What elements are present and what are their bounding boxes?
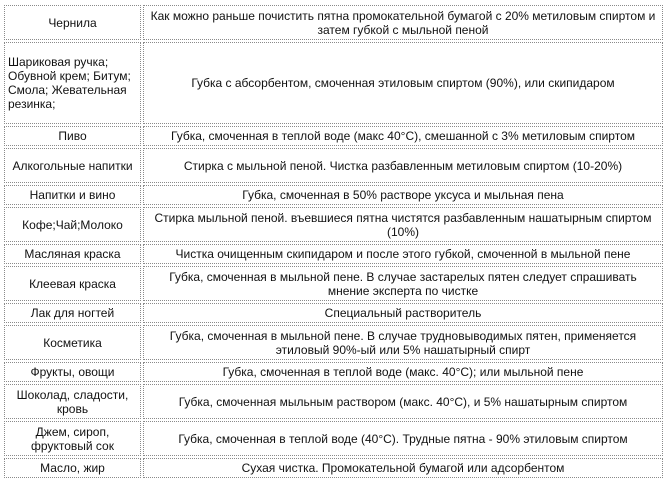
stain-cell: Лак для ногтей xyxy=(4,303,141,323)
table-row xyxy=(4,207,663,242)
table-row xyxy=(4,148,663,183)
stain-cell: Масло, жир xyxy=(4,458,141,478)
treatment-cell: Губка, смоченная в 50% растворе уксуса и мыльная пена xyxy=(143,185,663,205)
table-row xyxy=(4,244,663,264)
treatment-cell: Губка с абсорбентом, смоченная этиловым спиртом (90%), или скипидаром xyxy=(143,42,663,124)
table-row xyxy=(4,185,663,205)
treatment-cell: Стирка мыльной пеной. въевшиеся пятна чистятся разбавленным нашатырным спиртом (10%) xyxy=(143,207,663,242)
treatment-cell: Как можно раньше почистить пятна промокательной бумагой с 20% метиловым спиртом и затем губкой с мыльной пеной xyxy=(143,5,663,40)
treatment-cell: Губка, смоченная в мыльной пене. В случае трудновыводимых пятен, применяется этиловый 90%-ый или 5% нашатырный спирт xyxy=(143,325,663,360)
stain-cell: Чернила xyxy=(4,5,141,40)
table-row xyxy=(4,266,663,301)
treatment-cell: Сухая чистка. Промокательной бумагой или адсорбентом xyxy=(143,458,663,478)
treatment-cell: Губка, смоченная мыльным раствором (макс. 40°С), и 5% нашатырным спиртом xyxy=(143,384,663,419)
table-row xyxy=(4,5,663,40)
stain-cell: Фрукты, овощи xyxy=(4,362,141,382)
table-row xyxy=(4,421,663,456)
table-row xyxy=(4,42,663,124)
stain-cell: Напитки и вино xyxy=(4,185,141,205)
treatment-cell: Губка, смоченная в теплой воде (40°С). Трудные пятна - 90% этиловым спиртом xyxy=(143,421,663,456)
table-row xyxy=(4,303,663,323)
treatment-cell: Губка, смоченная в теплой воде (макс 40°С), смешанной с 3% метиловым спиртом xyxy=(143,126,663,146)
stain-cell: Косметика xyxy=(4,325,141,360)
table-row xyxy=(4,384,663,419)
stain-removal-table xyxy=(2,3,665,480)
treatment-cell: Стирка с мыльной пеной. Чистка разбавленным метиловым спиртом (10-20%) xyxy=(143,148,663,183)
stain-cell: Шариковая ручка; Обувной крем; Битум; Смола; Жевательная резинка; xyxy=(4,42,141,124)
stain-cell: Шоколад, сладости, кровь xyxy=(4,384,141,419)
table-row xyxy=(4,126,663,146)
table-row xyxy=(4,362,663,382)
treatment-cell: Губка, смоченная в теплой воде (макс. 40°С); или мыльной пене xyxy=(143,362,663,382)
stain-cell: Пиво xyxy=(4,126,141,146)
treatment-cell: Специальный растворитель xyxy=(143,303,663,323)
stain-cell: Клеевая краска xyxy=(4,266,141,301)
table-row xyxy=(4,458,663,478)
stain-cell: Кофе;Чай;Молоко xyxy=(4,207,141,242)
stain-cell: Джем, сироп, фруктовый сок xyxy=(4,421,141,456)
table-row xyxy=(4,325,663,360)
stain-cell: Алкогольные напитки xyxy=(4,148,141,183)
stain-cell: Масляная краска xyxy=(4,244,141,264)
treatment-cell: Чистка очищенным скипидаром и после этого губкой, смоченной в мыльной пене xyxy=(143,244,663,264)
treatment-cell: Губка, смоченная в мыльной пене. В случае застарелых пятен следует спрашивать мнение эксперта по чистке xyxy=(143,266,663,301)
